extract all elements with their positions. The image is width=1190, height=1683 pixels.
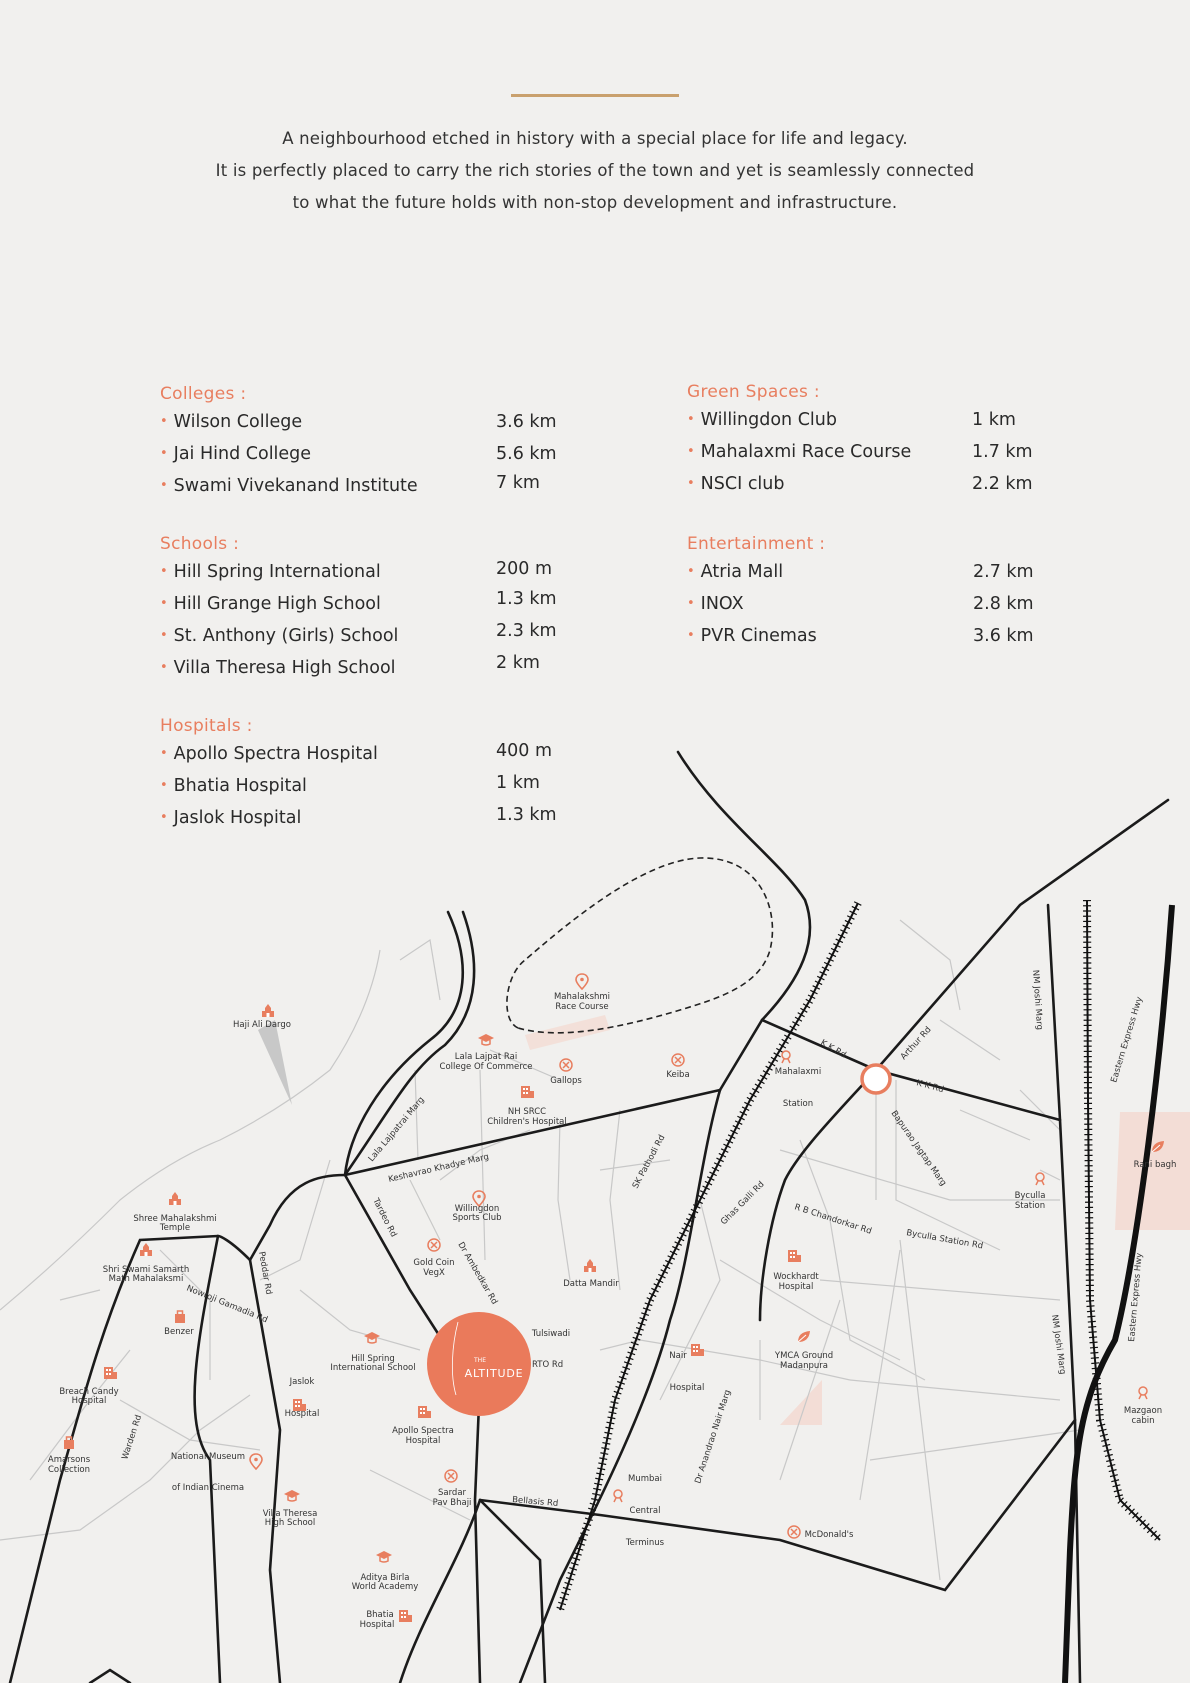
place-distance: 1.3 km bbox=[496, 589, 557, 609]
place-name: Swami Vivekanand Institute bbox=[173, 476, 418, 496]
road-label: NM Joshi Marg bbox=[1049, 1314, 1068, 1376]
poi-label: Children's Hospital bbox=[487, 1117, 567, 1127]
poi-label: Benzer bbox=[164, 1327, 194, 1337]
station-icon bbox=[614, 1490, 622, 1502]
poi-label: Mahalakshmi bbox=[553, 992, 611, 1002]
road-label: Lala Lajpatrai Marg bbox=[366, 1095, 427, 1164]
list-item: • Apollo Spectra Hospital 400 m bbox=[160, 741, 553, 764]
list-item: • PVR Cinemas 3.6 km bbox=[687, 626, 1034, 646]
temple-icon bbox=[140, 1243, 152, 1256]
entertainment-title: Entertainment : bbox=[687, 534, 826, 554]
place-name: Apollo Spectra Hospital bbox=[173, 744, 378, 764]
place-distance: 1 km bbox=[972, 410, 1016, 430]
poi-label: Mumbai bbox=[628, 1474, 662, 1484]
road-label: K K Rd bbox=[818, 1037, 848, 1061]
place-name: Atria Mall bbox=[700, 562, 784, 582]
road-label: RTO Rd bbox=[532, 1360, 564, 1370]
poi-label: McDonald's bbox=[804, 1530, 854, 1540]
place-name: Jai Hind College bbox=[173, 444, 312, 464]
list-item: • INOX 2.8 km bbox=[687, 594, 1034, 614]
poi-label: Wockhardt bbox=[773, 1272, 819, 1282]
place-name: PVR Cinemas bbox=[700, 626, 817, 646]
race-course-outline bbox=[507, 858, 773, 1033]
intro-line: A neighbourhood etched in history with a special place for life and legacy. bbox=[282, 129, 908, 148]
poi-label: International School bbox=[330, 1363, 416, 1373]
road-label: Eastern Express Hwy bbox=[1127, 1252, 1145, 1343]
colleges-title: Colleges : bbox=[160, 384, 247, 404]
poi-label: Hospital bbox=[71, 1396, 107, 1406]
road-label: Dr Ambedkar Rd bbox=[455, 1240, 500, 1307]
temple-icon bbox=[169, 1192, 181, 1205]
location-pin-icon bbox=[250, 1454, 262, 1469]
poi-label: Nair bbox=[669, 1351, 687, 1361]
location-pin-icon bbox=[576, 974, 588, 989]
entertainment-section bbox=[687, 534, 1034, 658]
road-label: Tardeo Rd bbox=[370, 1196, 399, 1239]
intro-line: It is perfectly placed to carry the rich stories of the town and yet is seamlessly connected bbox=[215, 161, 975, 180]
place-distance: 2.7 km bbox=[973, 562, 1034, 582]
poi-label: Shree Mahalakshmi bbox=[133, 1214, 217, 1224]
road-label: K K Rd bbox=[915, 1078, 945, 1096]
school-icon bbox=[376, 1551, 392, 1562]
list-item: • Willingdon Club 1 km bbox=[687, 410, 1016, 430]
poi-label: VegX bbox=[423, 1268, 445, 1278]
list-item: • Swami Vivekanand Institute 7 km bbox=[160, 473, 540, 496]
poi-label: Race Course bbox=[555, 1002, 609, 1012]
poi-label: cabin bbox=[1131, 1416, 1155, 1426]
location-map bbox=[0, 740, 1190, 1683]
road-label: Keshavrao Khadye Marg bbox=[387, 1152, 490, 1185]
hospital-icon bbox=[521, 1086, 534, 1098]
poi-label: Hill Spring bbox=[351, 1354, 395, 1364]
road-label: SK Pathodi Rd bbox=[630, 1133, 668, 1191]
list-item: • Mahalaxmi Race Course 1.7 km bbox=[687, 442, 1033, 462]
place-name: NSCI club bbox=[700, 474, 785, 494]
poi-label: Station bbox=[1014, 1201, 1046, 1211]
temple-icon bbox=[584, 1259, 596, 1272]
junction-marker bbox=[862, 1065, 890, 1093]
haji-ali-causeway bbox=[258, 1020, 292, 1105]
poi-labels bbox=[48, 992, 1177, 1630]
place-distance: 2.8 km bbox=[973, 594, 1034, 614]
place-name: Mahalaxmi Race Course bbox=[700, 442, 912, 462]
poi-label: Pav Bhaji bbox=[432, 1498, 472, 1508]
poi-label: Apollo Spectra bbox=[392, 1426, 454, 1436]
poi-label: Gold Coin bbox=[413, 1258, 455, 1268]
hospital-icon bbox=[418, 1406, 431, 1418]
schools-title: Schools : bbox=[160, 534, 240, 554]
place-distance: 1.3 km bbox=[496, 805, 557, 825]
poi-label: Byculla bbox=[1014, 1191, 1046, 1201]
poi-label: Mahalaxmi bbox=[774, 1067, 822, 1077]
road-label: Nowroji Gamadia Rd bbox=[184, 1283, 270, 1326]
project-label-small: THE bbox=[474, 1357, 486, 1364]
place-distance: 200 m bbox=[496, 559, 553, 579]
place-name: Willingdon Club bbox=[700, 410, 837, 430]
place-name: Hill Spring International bbox=[173, 562, 381, 582]
road-label: Bapurao Jagtap Marg bbox=[888, 1108, 949, 1189]
poi-label: Lala Lajpat Rai bbox=[454, 1052, 518, 1062]
green-spaces-section bbox=[687, 382, 1033, 506]
road-label: Ghas Galli Rd bbox=[719, 1179, 767, 1228]
list-item: • Jaslok Hospital 1.3 km bbox=[160, 805, 557, 828]
list-item: • Bhatia Hospital 1 km bbox=[160, 773, 540, 796]
poi-label: Amarsons bbox=[47, 1455, 91, 1465]
place-distance: 2.3 km bbox=[496, 621, 557, 641]
green-spaces-title: Green Spaces : bbox=[687, 382, 820, 402]
poi-label: Bhatia bbox=[366, 1610, 394, 1620]
poi-label: Temple bbox=[159, 1223, 191, 1233]
poi-label: Hospital bbox=[359, 1620, 395, 1630]
place-distance: 2 km bbox=[496, 653, 540, 673]
poi-label: Tulsiwadi bbox=[531, 1329, 571, 1339]
poi-label: High School bbox=[264, 1518, 316, 1528]
poi-label: Terminus bbox=[625, 1538, 665, 1548]
poi-label: Collection bbox=[47, 1465, 91, 1475]
place-distance: 1 km bbox=[496, 773, 540, 793]
place-name: Jaslok Hospital bbox=[173, 808, 302, 828]
road-label: Bellasis Rd bbox=[511, 1495, 559, 1510]
place-distance: 1.7 km bbox=[972, 442, 1033, 462]
poi-label: Jaslok bbox=[289, 1377, 315, 1387]
project-marker bbox=[427, 1312, 531, 1416]
restaurant-icon bbox=[560, 1059, 572, 1071]
poi-label: Rani bagh bbox=[1133, 1160, 1177, 1170]
poi-label: Breach Candy bbox=[59, 1387, 119, 1397]
restaurant-icon bbox=[672, 1054, 684, 1066]
park-icon bbox=[798, 1331, 810, 1342]
road-label: Byculla Station Rd bbox=[905, 1228, 984, 1252]
road-label: Arthur Rd bbox=[898, 1024, 934, 1063]
poi-label: College Of Commerce bbox=[439, 1062, 533, 1072]
station-icon bbox=[1139, 1387, 1147, 1399]
poi-label: Aditya Birla bbox=[360, 1573, 410, 1583]
list-item: • Hill Spring International 200 m bbox=[160, 559, 553, 582]
poi-label: of Indian Cinema bbox=[171, 1483, 245, 1493]
poi-label: Keiba bbox=[666, 1070, 690, 1080]
road-label: Warden Rd bbox=[120, 1413, 145, 1461]
minor-roads bbox=[0, 920, 1080, 1580]
poi-label: Datta Mandir bbox=[563, 1279, 619, 1289]
project-label: ALTITUDE bbox=[464, 1367, 524, 1380]
eastern-express-hwy bbox=[1065, 905, 1172, 1683]
restaurant-icon bbox=[788, 1526, 800, 1538]
place-distance: 3.6 km bbox=[496, 412, 557, 432]
road-label: Eastern Express Hwy bbox=[1109, 995, 1145, 1084]
place-distance: 5.6 km bbox=[496, 444, 557, 464]
poi-label: Central bbox=[629, 1506, 661, 1516]
station-icon bbox=[782, 1051, 790, 1063]
place-name: Hill Grange High School bbox=[173, 594, 381, 614]
station-icon bbox=[1036, 1173, 1044, 1185]
poi-label: Willingdon bbox=[454, 1204, 500, 1214]
list-item: • St. Anthony (Girls) School 2.3 km bbox=[160, 621, 557, 646]
poi-label: NH SRCC bbox=[507, 1107, 547, 1117]
hospitals-title: Hospitals : bbox=[160, 716, 253, 736]
poi-label: Gallops bbox=[550, 1076, 582, 1086]
poi-label: Math Mahalaksmi bbox=[108, 1274, 184, 1284]
road-label: NM Joshi Marg bbox=[1030, 969, 1045, 1031]
hospital-icon bbox=[399, 1610, 412, 1622]
schools-section bbox=[160, 534, 557, 690]
poi-label: Hospital bbox=[669, 1383, 705, 1393]
poi-label: Station bbox=[782, 1099, 814, 1109]
poi-label: Haji Ali Dargo bbox=[233, 1020, 291, 1030]
hospital-icon bbox=[788, 1250, 801, 1262]
school-icon bbox=[478, 1034, 494, 1045]
intro-text bbox=[0, 123, 1190, 219]
list-item: • Wilson College 3.6 km bbox=[160, 412, 557, 432]
poi-label: Shri Swami Samarth bbox=[102, 1265, 190, 1275]
place-name: Wilson College bbox=[173, 412, 303, 432]
road-label: Peddar Rd bbox=[256, 1250, 274, 1296]
poi-label: Mazgaon bbox=[1123, 1406, 1163, 1416]
place-distance: 3.6 km bbox=[973, 626, 1034, 646]
place-distance: 2.2 km bbox=[972, 474, 1033, 494]
place-name: St. Anthony (Girls) School bbox=[173, 626, 399, 646]
list-item: • Villa Theresa High School 2 km bbox=[160, 653, 540, 678]
poi-label: Hospital bbox=[405, 1436, 441, 1446]
list-item: • Jai Hind College 5.6 km bbox=[160, 444, 557, 464]
gold-divider bbox=[511, 94, 679, 97]
hospital-icon bbox=[691, 1344, 704, 1356]
restaurant-icon bbox=[428, 1239, 440, 1251]
place-distance: 7 km bbox=[496, 473, 540, 493]
place-name: Bhatia Hospital bbox=[173, 776, 307, 796]
poi-label: World Academy bbox=[351, 1582, 419, 1592]
poi-label: Hospital bbox=[778, 1282, 814, 1292]
place-name: Villa Theresa High School bbox=[173, 658, 396, 678]
poi-label: Sports Club bbox=[452, 1213, 502, 1223]
restaurant-icon bbox=[445, 1470, 457, 1482]
list-item: • Hill Grange High School 1.3 km bbox=[160, 589, 557, 614]
place-distance: 400 m bbox=[496, 741, 553, 761]
poi-label: Hospital bbox=[284, 1409, 320, 1419]
shopping-icon bbox=[175, 1311, 185, 1323]
poi-label: Villa Theresa bbox=[262, 1509, 318, 1519]
colleges-section bbox=[160, 384, 557, 508]
list-item: • Atria Mall 2.7 km bbox=[687, 562, 1034, 582]
intro-line: to what the future holds with non-stop development and infrastructure. bbox=[292, 193, 898, 212]
poi-label: National Museum bbox=[170, 1452, 246, 1462]
poi-label: Madanpura bbox=[779, 1361, 829, 1371]
school-icon bbox=[284, 1490, 300, 1501]
road-label: R B Chandorkar Rd bbox=[793, 1202, 873, 1237]
road-label: Dr Anandrao Nair Marg bbox=[693, 1388, 734, 1485]
temple-icon bbox=[262, 1004, 274, 1017]
list-item: • NSCI club 2.2 km bbox=[687, 474, 1033, 494]
place-name: INOX bbox=[700, 594, 744, 614]
poi-label: Sardar bbox=[437, 1488, 467, 1498]
poi-label: YMCA Ground bbox=[774, 1351, 834, 1361]
